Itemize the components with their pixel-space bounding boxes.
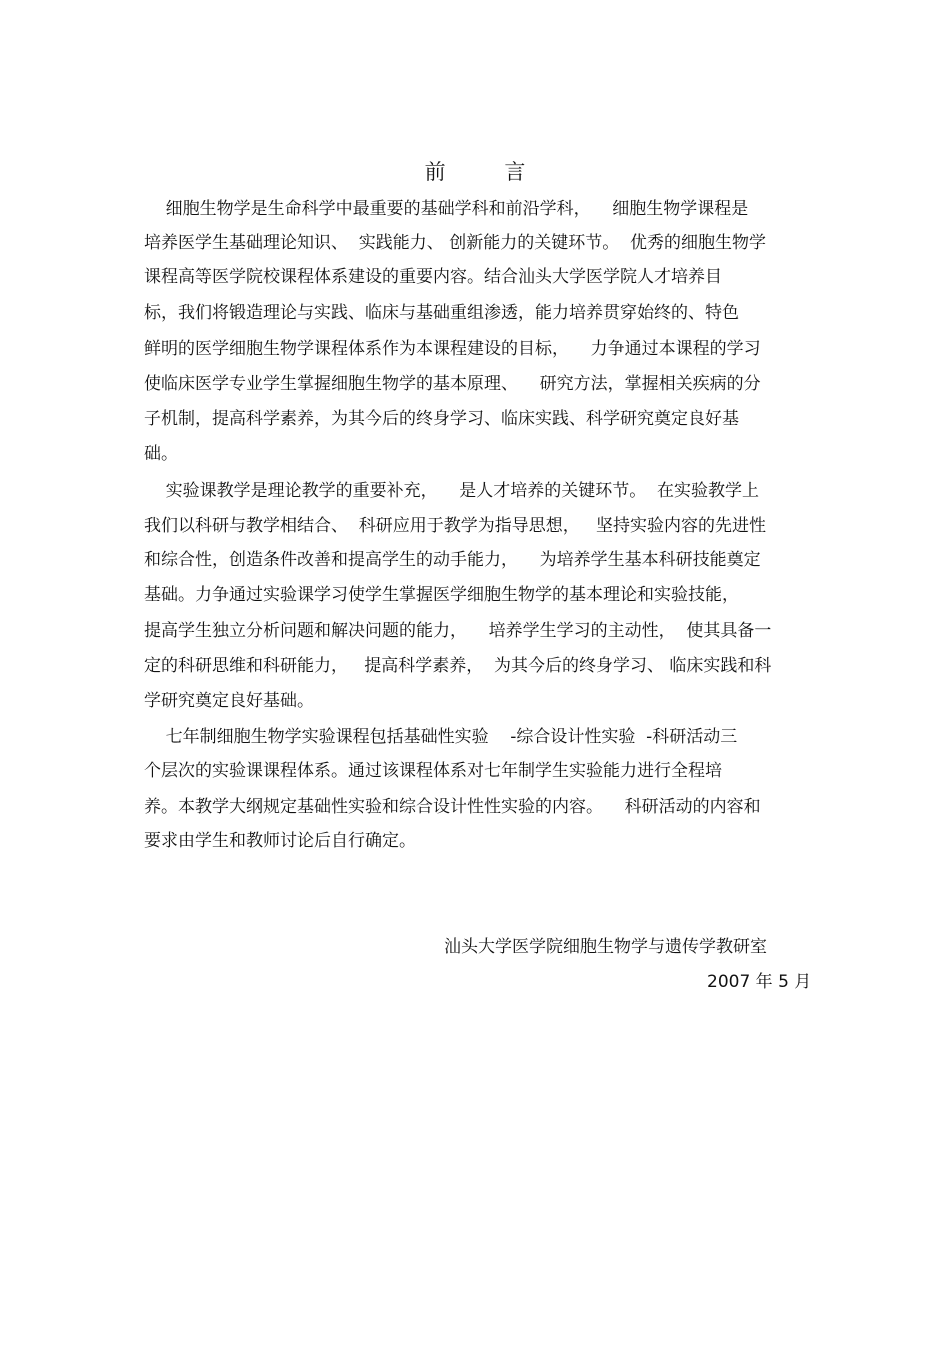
body-line: 细胞生物学是生命科学中最重要的基础学科和前沿学科， 细胞生物学课程是: [144, 199, 749, 219]
body-line: 学研究奠定良好基础。: [144, 691, 314, 711]
body-line: 七年制细胞生物学实验课程包括基础性实验 -综合设计性实验 -科研活动三: [144, 727, 738, 747]
body-line: 和综合性，创造条件改善和提高学生的动手能力， 为培养学生基本科研技能奠定: [144, 550, 761, 570]
body-line: 我们以科研与教学相结合、 科研应用于教学为指导思想， 坚持实验内容的先进性: [144, 516, 767, 536]
body-line: 课程高等医学院校课程体系建设的重要内容。结合汕头大学医学院人才培养目: [144, 267, 722, 287]
body-line: 培养医学生基础理论知识、 实践能力、 创新能力的关键环节。 优秀的细胞生物学: [144, 233, 767, 253]
signature-date: 2007 年 5 月: [707, 972, 812, 992]
signature-department: 汕头大学医学院细胞生物学与遗传学教研室: [444, 937, 767, 957]
body-line: 础。: [144, 444, 178, 464]
body-line: 实验课教学是理论教学的重要补充， 是人才培养的关键环节。 在实验教学上: [144, 481, 760, 501]
body-line: 要求由学生和教师讨论后自行确定。: [144, 831, 416, 851]
body-line: 标，我们将锻造理论与实践、临床与基础重组渗透，能力培养贯穿始终的、特色: [144, 303, 739, 323]
body-line: 定的科研思维和科研能力， 提高科学素养， 为其今后的终身学习、 临床实践和科: [144, 656, 772, 676]
page-title: 前 言: [424, 160, 552, 184]
body-line: 鲜明的医学细胞生物学课程体系作为本课程建设的目标， 力争通过本课程的学习: [144, 339, 761, 359]
body-line: 养。本教学大纲规定基础性实验和综合设计性性实验的内容。 科研活动的内容和: [144, 797, 761, 817]
body-line: 使临床医学专业学生掌握细胞生物学的基本原理、 研究方法，掌握相关疾病的分: [144, 374, 761, 394]
body-line: 基础。力争通过实验课学习使学生掌握医学细胞生物学的基本理论和实验技能，: [144, 585, 739, 605]
body-line: 个层次的实验课课程体系。通过该课程体系对七年制学生实验能力进行全程培: [144, 761, 722, 781]
body-line: 提高学生独立分析问题和解决问题的能力， 培养学生学习的主动性， 使其具备一: [144, 621, 772, 641]
body-line: 子机制，提高科学素养，为其今后的终身学习、临床实践、科学研究奠定良好基: [144, 409, 739, 429]
